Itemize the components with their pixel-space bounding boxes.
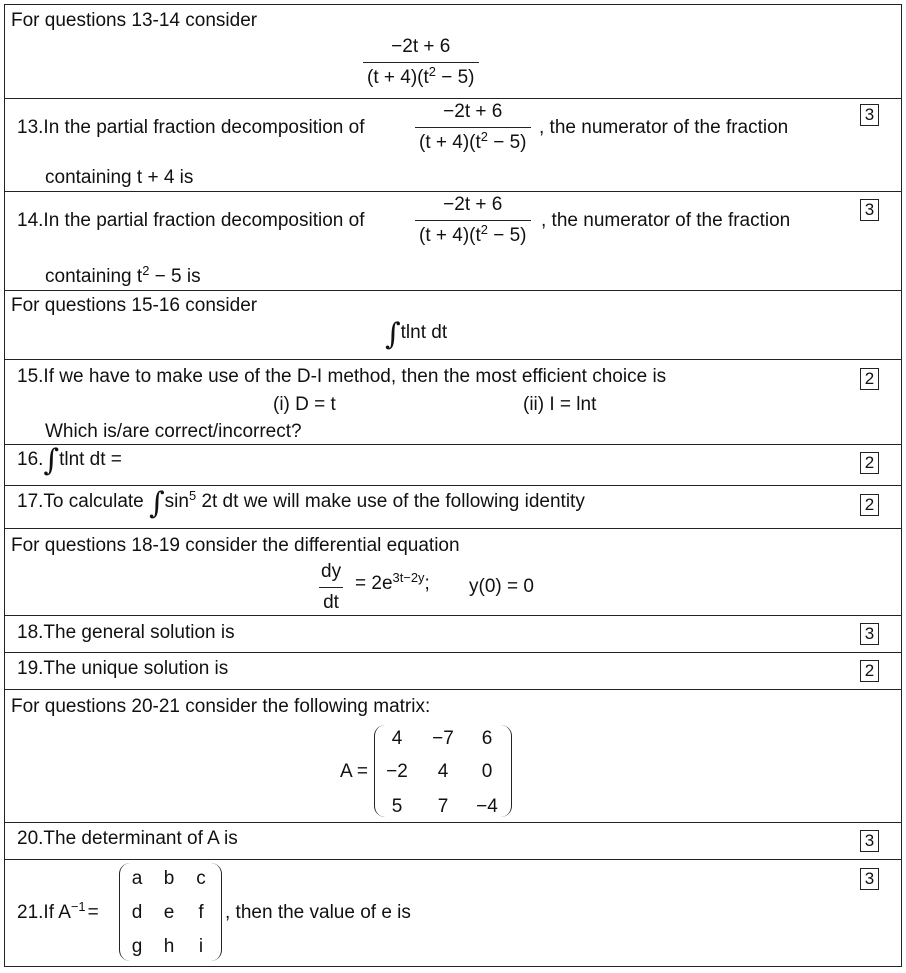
q15-text: 15.If we have to make use of the D-I method, then the most efficient choice is [17, 366, 667, 387]
q21-prefix: 21.If $A^{-1}$ = [17, 898, 99, 923]
question-20-row [4, 822, 902, 860]
q19-marks-badge: 2 [860, 660, 879, 682]
header-15-16-row [4, 290, 902, 360]
matrix-a-cell: 0 [481, 761, 493, 782]
matrix-a-cell: −4 [476, 796, 498, 817]
header-20-21-row [4, 689, 902, 823]
matrix-inverse-cell: g [131, 936, 143, 957]
q13-fraction: $\frac{-2t + 6}{(t + 4)(t^2 - 5)}$ [415, 102, 531, 152]
matrix-a-cell: 6 [481, 728, 493, 749]
de-rhs: = $2e^{3t-2y}$; [355, 569, 430, 594]
q16-marks-badge: 2 [860, 452, 879, 474]
matrix-a-label: A = [340, 761, 368, 782]
q17-text: 17.To calculate $\int\sin^5$ 2t dt we will make use of the following identity [17, 486, 585, 521]
question-14-row [4, 191, 902, 291]
q16-label: 16.∫tlnt dt = [17, 443, 122, 478]
matrix-inverse-cell: h [163, 936, 175, 957]
q14-fraction: $\frac{-2t + 6}{(t + 4)(t^2 - 5)}$ [415, 195, 531, 245]
de-derivative: $\frac{dy}{dt}$ [321, 561, 342, 613]
matrix-a-cell: 4 [437, 761, 449, 782]
question-17-row [4, 485, 902, 529]
integral-sign-icon: ∫ [149, 486, 165, 521]
q14-marks-badge: 3 [860, 199, 879, 221]
matrix-a-cell: −7 [432, 728, 454, 749]
q15-option-2: (ii) I = lnt [523, 394, 597, 415]
q21-text-post: , then the value of e is [225, 902, 411, 923]
q19-text: 19.The unique solution is [17, 658, 229, 679]
header-20-21-text: For questions 20-21 consider the following matrix: [11, 696, 431, 717]
matrix-inverse-cell: a [131, 868, 143, 889]
q14-text: 14.In the partial fraction decomposition of [17, 210, 365, 231]
de-initial-condition: y(0) = 0 [469, 576, 534, 597]
question-15-row [4, 359, 902, 445]
q13-marks-badge: 3 [860, 104, 879, 126]
matrix-inverse-cell: b [163, 868, 175, 889]
header-15-16-text: For questions 15-16 consider [11, 295, 258, 316]
fraction-denominator: $(t + 4)(t^2 - 5)$ [363, 62, 479, 87]
q15-option-1: (i) D = t [273, 394, 336, 415]
question-21-row [4, 859, 902, 967]
q18-marks-badge: 3 [860, 623, 879, 645]
matrix-a-cell: 7 [437, 796, 449, 817]
integral-sign-icon: ∫ [43, 443, 60, 478]
question-19-row [4, 652, 902, 690]
header-18-19-text: For questions 18-19 consider the differential equation [11, 535, 460, 556]
q21-marks-badge: 3 [860, 868, 879, 890]
integral-tlnt: ∫tlnt dt [385, 317, 448, 352]
matrix-a-cell: −2 [386, 761, 408, 782]
matrix-inverse-cell: f [198, 902, 204, 923]
q20-text: 20.The determinant of A is [17, 828, 238, 849]
header-18-19-row [4, 528, 902, 616]
question-13-row [4, 98, 902, 192]
q13-text: 13.In the partial fraction decomposition of [17, 117, 365, 138]
q15-marks-badge: 2 [860, 368, 879, 390]
matrix-a-cell: 5 [391, 796, 403, 817]
fraction-numerator: −2t + 6 [391, 36, 451, 57]
q13-continuation: containing t + 4 is [45, 167, 194, 188]
question-18-row [4, 615, 902, 653]
header-13-14-row [4, 4, 902, 99]
q18-text: 18.The general solution is [17, 622, 235, 643]
q14-continuation: containing $t^2 - 5$ is [45, 262, 201, 287]
q15-continuation: Which is/are correct/incorrect? [45, 421, 302, 442]
question-16-row [4, 444, 902, 486]
matrix-inverse-cell: c [196, 868, 206, 889]
q13-text-post: , the numerator of the fraction [539, 117, 789, 138]
q17-marks-badge: 2 [860, 494, 879, 516]
header-13-14-text: For questions 13-14 consider [11, 10, 258, 31]
q20-marks-badge: 3 [860, 830, 879, 852]
matrix-a-cell: 4 [391, 728, 403, 749]
matrix-inverse-cell: i [198, 936, 204, 957]
matrix-inverse-cell: e [163, 902, 175, 923]
q14-text-post: , the numerator of the fraction [541, 210, 791, 231]
integral-sign-icon: ∫ [385, 317, 401, 352]
matrix-inverse-cell: d [131, 902, 143, 923]
header-fraction [363, 37, 479, 87]
